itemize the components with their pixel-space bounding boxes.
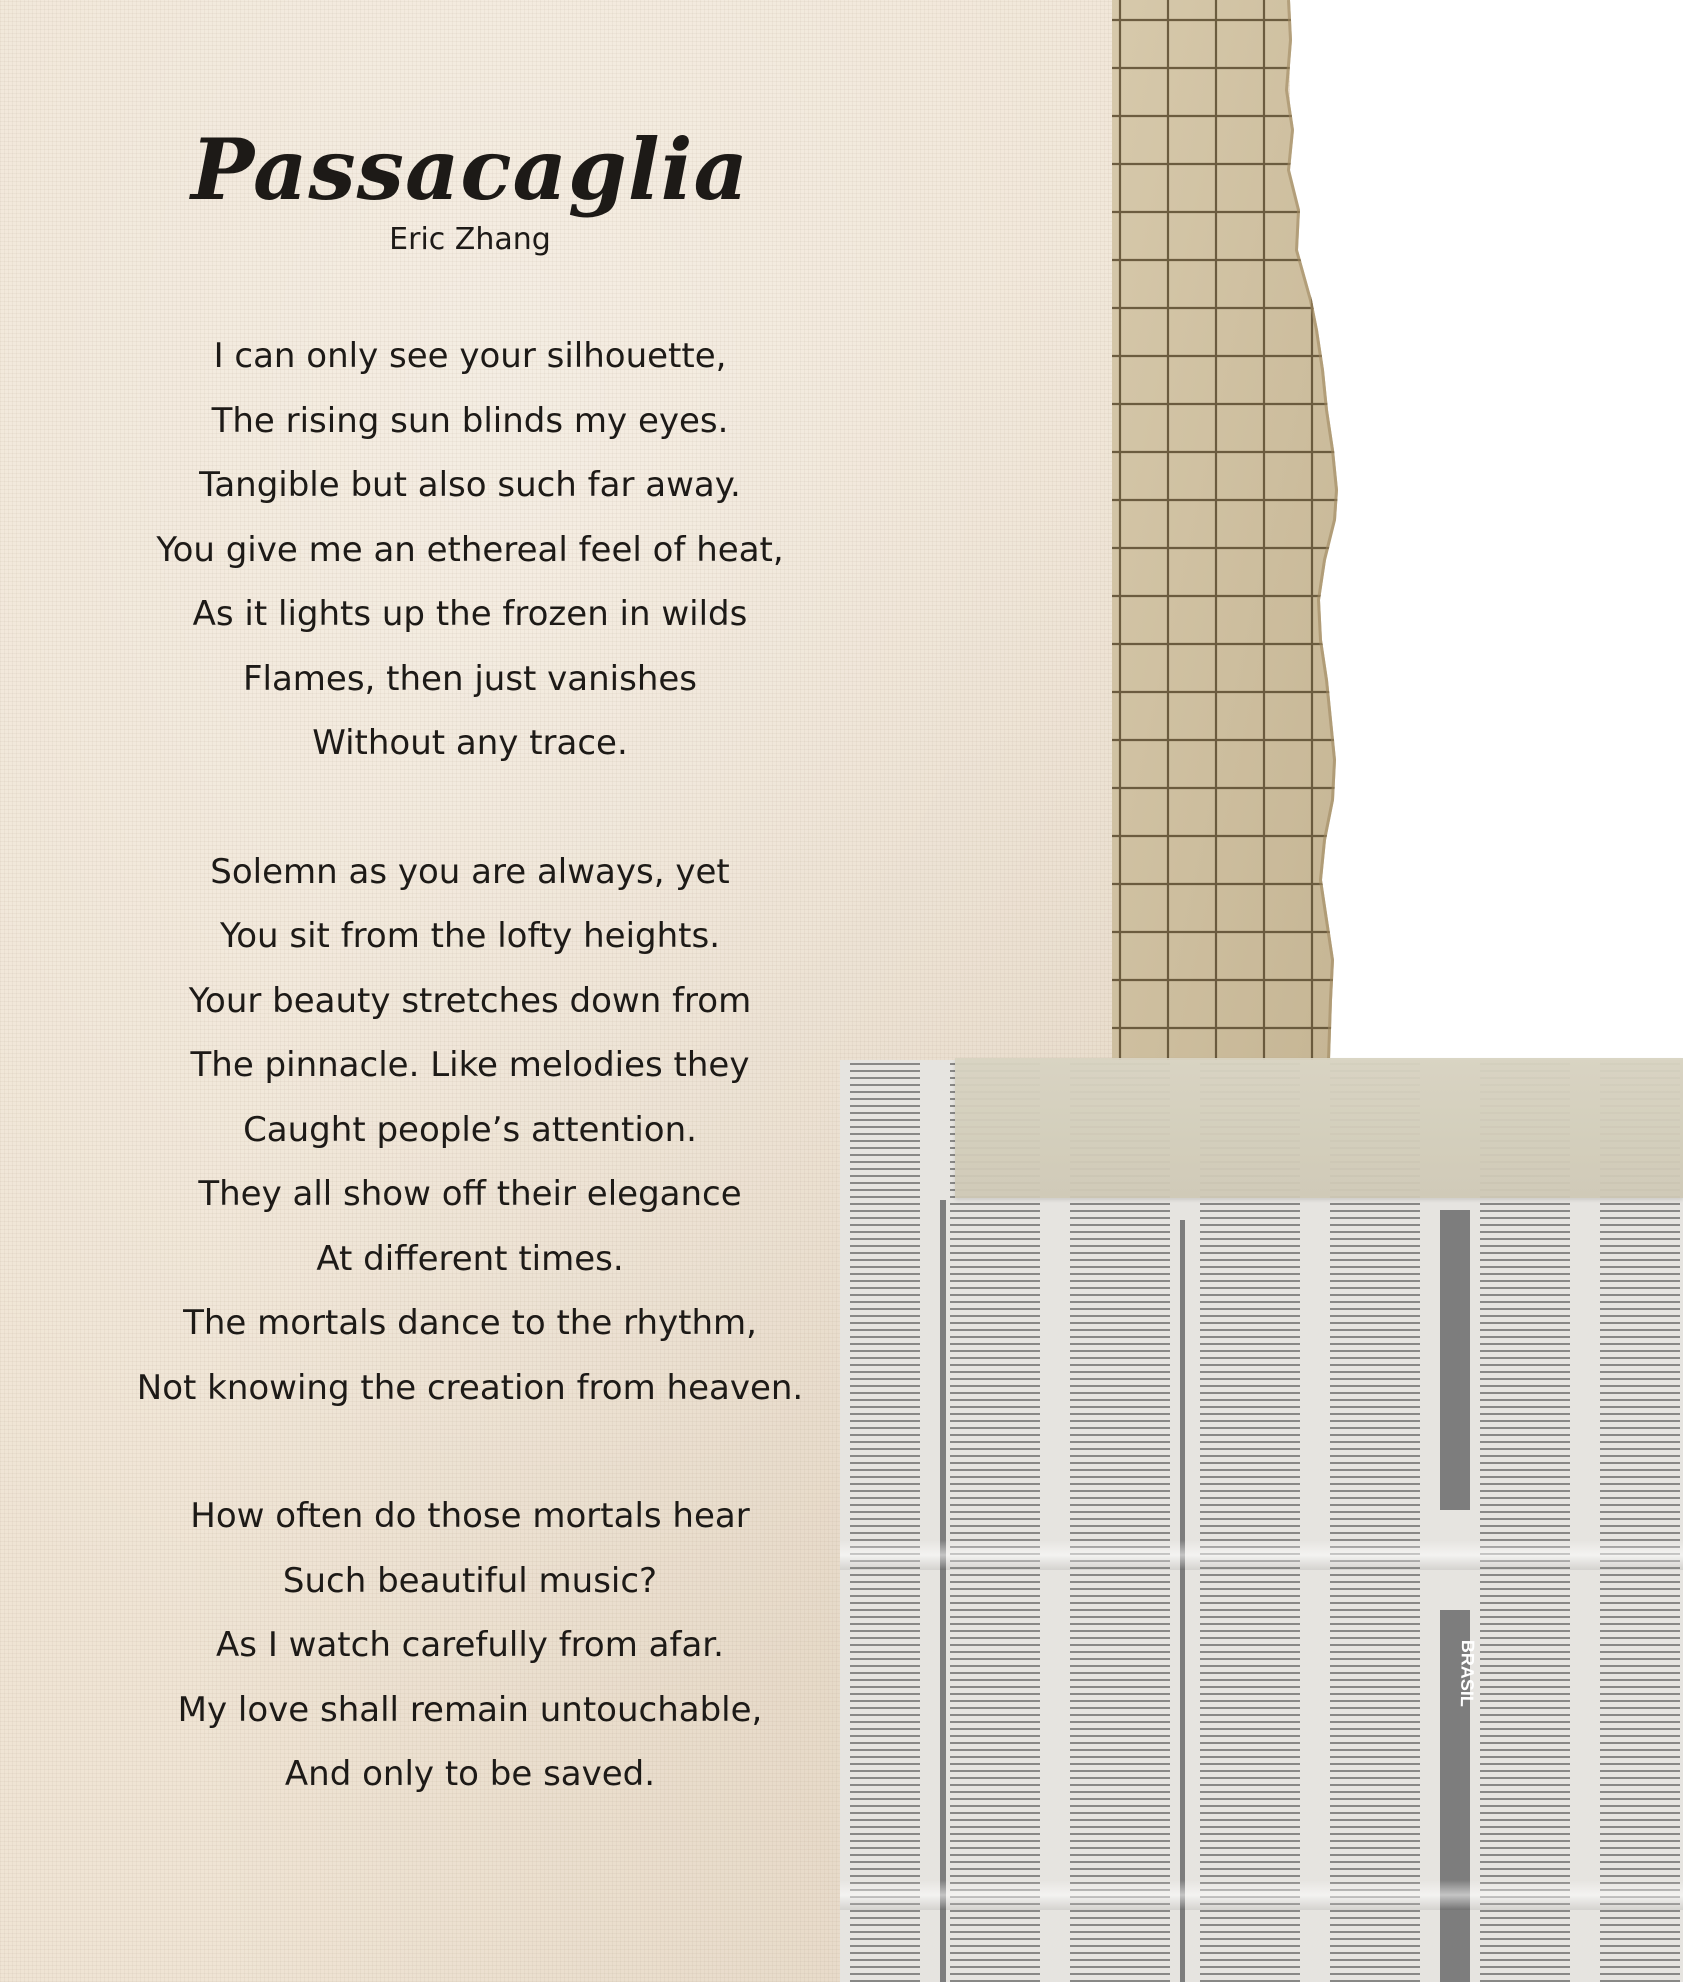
poem-title: Passacaglia	[191, 120, 749, 219]
poem-line: I can only see your silhouette,	[213, 336, 727, 376]
torn-grid-paper	[1112, 0, 1342, 1060]
newspaper-rule	[940, 1200, 946, 1982]
poem-line: My love shall remain untouchable,	[177, 1689, 763, 1730]
poem-line: Solemn as you are always, yet	[210, 851, 730, 892]
newspaper-section-label: BRASIL	[1456, 1639, 1478, 1707]
crumpled-newspaper	[840, 1060, 1683, 1982]
poem-line: Tangible but also such far away.	[199, 465, 741, 505]
poem-stanza	[60, 840, 880, 1421]
poem-stanza	[60, 1484, 880, 1807]
poem-line: Not knowing the creation from heaven.	[136, 1367, 804, 1408]
newspaper-column	[1480, 1060, 1570, 1982]
poem-line: The pinnacle. Like melodies they	[190, 1045, 750, 1085]
poem-line: Such beautiful music?	[282, 1560, 658, 1601]
newspaper-column	[1200, 1060, 1300, 1982]
poem	[60, 120, 880, 1871]
poem-line: As it lights up the frozen in wilds	[192, 594, 748, 634]
newspaper-rule	[1180, 1220, 1185, 1982]
poem-line: And only to be saved.	[284, 1754, 656, 1794]
newspaper-rule	[1440, 1210, 1470, 1510]
poem-line: Your beauty stretches down from	[188, 980, 752, 1021]
poem-line: You sit from the lofty heights.	[219, 916, 721, 956]
poem-line: The rising sun blinds my eyes.	[211, 400, 729, 441]
poem-line: The mortals dance to the rhythm,	[183, 1303, 757, 1343]
newspaper-crease	[840, 1540, 1683, 1570]
poem-line: How often do those mortals hear	[190, 1496, 750, 1536]
poem-author: Eric Zhang	[389, 222, 551, 257]
poem-stanza	[60, 324, 880, 776]
poem-line: They all show off their elegance	[198, 1174, 742, 1214]
poem-line: Caught people’s attention.	[243, 1109, 697, 1150]
newspaper-crease	[840, 1880, 1683, 1910]
poem-line: Without any trace.	[312, 723, 628, 763]
poem-line: Flames, then just vanishes	[242, 658, 698, 699]
newspaper-column	[950, 1060, 1040, 1982]
white-margin	[1290, 0, 1683, 1060]
newspaper-column	[1600, 1060, 1680, 1982]
newspaper-column	[1070, 1060, 1170, 1982]
poem-line: At different times.	[316, 1238, 624, 1279]
masking-tape	[955, 1058, 1683, 1198]
newspaper-column	[1330, 1060, 1420, 1982]
poem-line: As I watch carefully from afar.	[216, 1625, 724, 1665]
poem-line: You give me an ethereal feel of heat,	[156, 529, 784, 570]
